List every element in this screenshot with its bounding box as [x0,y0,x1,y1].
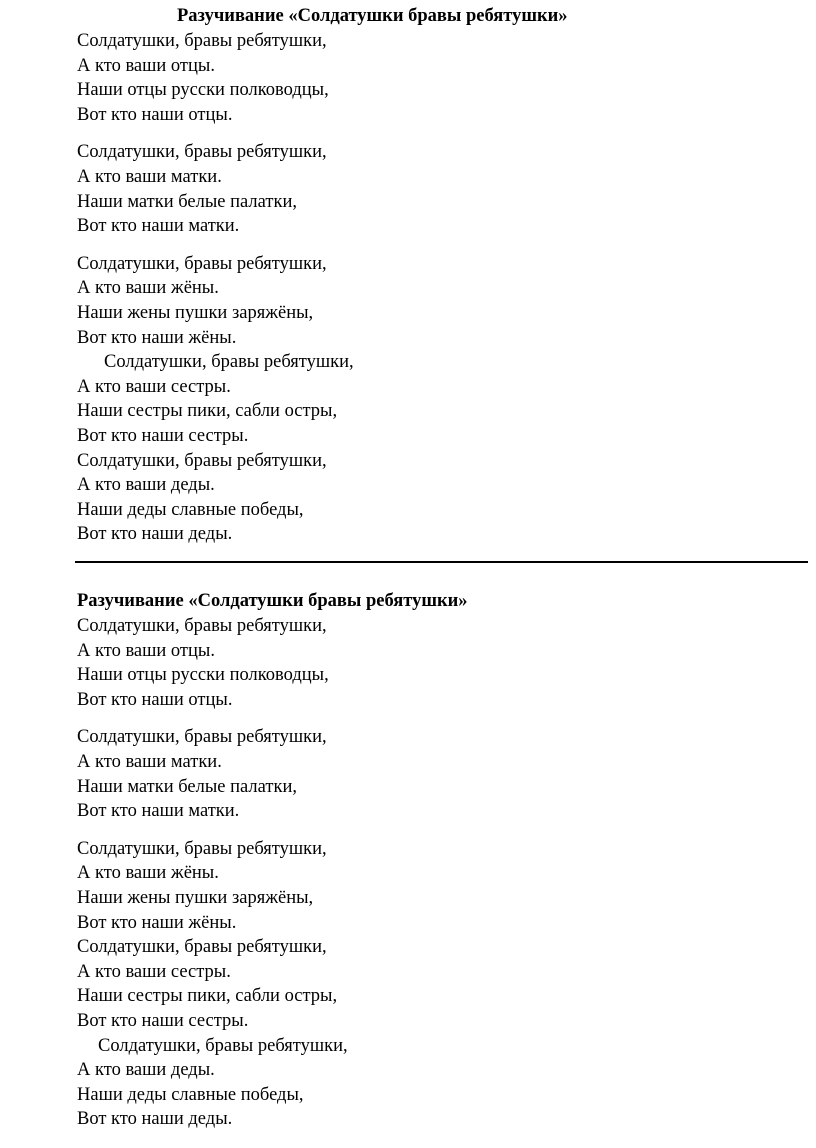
lyric-line: Солдатушки, бравы ребятушки, [104,352,354,373]
lyric-line: Вот кто наши сестры. [77,1010,249,1031]
section-title: Разучивание «Солдатушки бравы ребятушки» [177,6,568,26]
lyric-line: Солдатушки, бравы ребятушки, [77,31,327,51]
lyric-line: Наши отцы русски полководцы, [77,665,329,686]
stanza-3 [77,837,777,1132]
stanza-2 [77,725,777,823]
lyric-line: Солдатушки, бравы ребятушки, [77,727,327,748]
horizontal-divider [75,561,808,563]
song-section-1 [77,3,777,547]
lyric-line: Солдатушки, бравы ребятушки, [77,142,327,163]
lyric-line: Солдатушки, бравы ребятушки, [77,937,327,958]
lyric-line: Наши жены пушки заряжёны, [77,887,314,908]
stanza-2 [77,140,777,238]
lyric-line: А кто ваши сестры. [77,376,231,397]
lyric-line: А кто ваши матки. [77,166,222,187]
lyric-line: А кто ваши жёны. [77,278,219,299]
lyric-line: Вот кто наши матки. [77,801,240,822]
lyric-line: Наши матки белые палатки, [77,191,297,212]
lyric-line: Вот кто наши деды. [77,1109,233,1130]
lyric-line: Солдатушки, бравы ребятушки, [77,838,327,859]
lyric-line: Вот кто наши отцы. [77,689,233,710]
lyric-line: А кто ваши матки. [77,751,222,772]
section-title: Разучивание «Солдатушки бравы ребятушки» [77,591,468,611]
lyric-line: Вот кто наши сестры. [77,425,249,446]
lyric-line: Наши деды славные победы, [77,499,304,520]
lyric-line: Наши сестры пики, сабли остры, [77,986,338,1007]
lyric-line: Солдатушки, бравы ребятушки, [77,253,327,274]
lyric-line: Наши отцы русски полководцы, [77,80,329,101]
stanza-1 [77,29,777,127]
lyric-line: Наши жены пушки заряжёны, [77,302,314,323]
stanza-3 [77,252,777,547]
stanza-1 [77,614,777,712]
lyric-line: А кто ваши сестры. [77,961,231,982]
lyric-line: Наши матки белые палатки, [77,776,297,797]
lyric-line: Солдатушки, бравы ребятушки, [77,616,327,636]
lyric-line: Вот кто наши отцы. [77,104,233,125]
lyric-line: Вот кто наши матки. [77,216,240,237]
lyric-line: А кто ваши деды. [77,1060,215,1081]
lyric-line: А кто ваши отцы. [77,55,215,76]
lyric-line: Наши сестры пики, сабли остры, [77,401,338,422]
lyric-line: А кто ваши жёны. [77,863,219,884]
lyric-line: Вот кто наши жёны. [77,327,237,348]
lyric-line: Вот кто наши деды. [77,524,233,545]
lyric-line: А кто ваши отцы. [77,640,215,661]
lyric-line: Солдатушки, бравы ребятушки, [98,1035,348,1056]
lyric-line: А кто ваши деды. [77,475,215,496]
lyric-line: Вот кто наши жёны. [77,912,237,933]
song-section-2 [77,588,777,1132]
lyric-line: Наши деды славные победы, [77,1084,304,1105]
lyric-line: Солдатушки, бравы ребятушки, [77,450,327,471]
